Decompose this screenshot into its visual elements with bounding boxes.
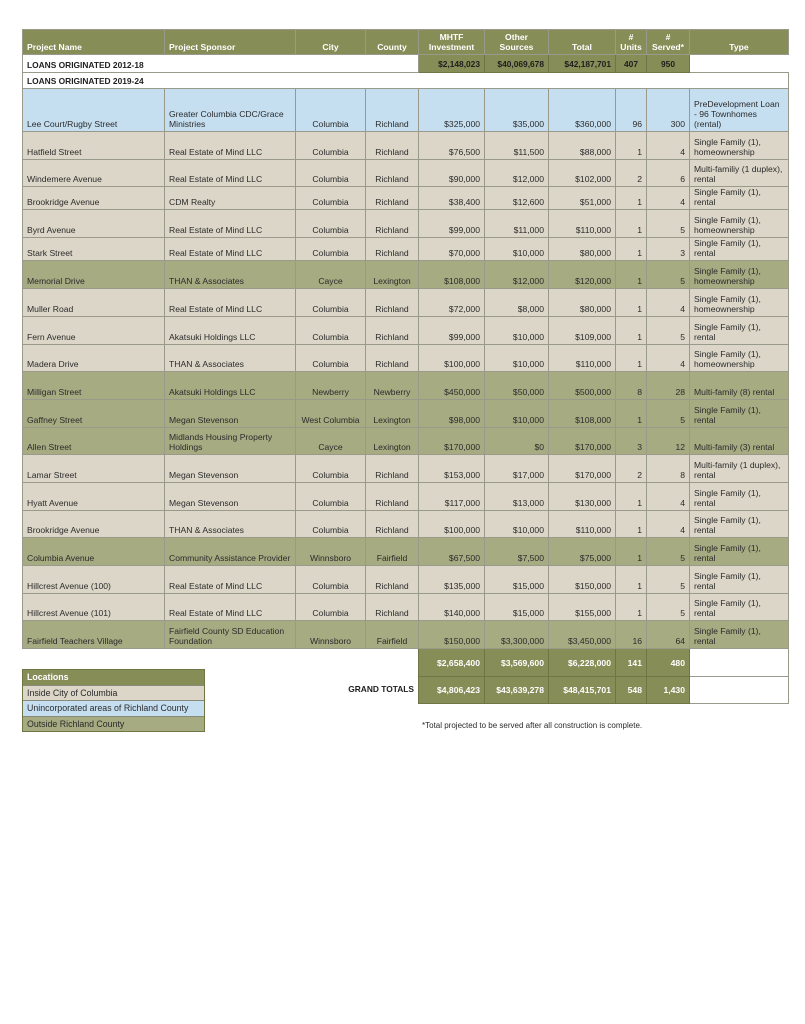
- cell-type: Single Family (1), homeownership: [690, 132, 789, 160]
- cell-project-sponsor: Real Estate of Mind LLC: [165, 210, 296, 238]
- cell-county: Fairfield: [366, 538, 419, 566]
- cell-city: Columbia: [296, 89, 366, 132]
- table-row: [23, 483, 789, 511]
- cell-project-name: Lee Court/Rugby Street: [23, 89, 165, 132]
- cell-served: 5: [647, 566, 690, 594]
- section-2012-label: LOANS ORIGINATED 2012-18: [23, 55, 419, 73]
- cell-type: Single Family (1), rental: [690, 511, 789, 538]
- cell-total: $120,000: [549, 261, 616, 289]
- cell-units: 1: [616, 317, 647, 345]
- section-2012-row: [23, 55, 789, 73]
- cell-project-name: Muller Road: [23, 289, 165, 317]
- cell-served: 6: [647, 160, 690, 187]
- grand-total-units: 548: [616, 677, 647, 704]
- cell-other: $12,600: [485, 187, 549, 210]
- cell-city: Cayce: [296, 428, 366, 455]
- cell-type: Single Family (1), homeownership: [690, 289, 789, 317]
- cell-other: $8,000: [485, 289, 549, 317]
- legend-item-richland: Unincorporated areas of Richland County: [23, 700, 204, 716]
- cell-total: $80,000: [549, 238, 616, 261]
- cell-type: Single Family (1), rental: [690, 317, 789, 345]
- cell-type: Single Family (1), rental: [690, 238, 789, 261]
- cell-project-sponsor: Community Assistance Provider: [165, 538, 296, 566]
- cell-city: Columbia: [296, 210, 366, 238]
- cell-city: Columbia: [296, 566, 366, 594]
- cell-project-sponsor: Real Estate of Mind LLC: [165, 566, 296, 594]
- cell-project-name: Hillcrest Avenue (100): [23, 566, 165, 594]
- cell-served: 5: [647, 400, 690, 428]
- cell-type: Single Family (1), rental: [690, 483, 789, 511]
- legend-title: Locations: [23, 670, 204, 685]
- col-project-name: Project Name: [23, 30, 165, 55]
- cell-county: Richland: [366, 132, 419, 160]
- cell-served: 5: [647, 317, 690, 345]
- subtotal-2019-units: 141: [616, 649, 647, 677]
- cell-project-sponsor: CDM Realty: [165, 187, 296, 210]
- cell-county: Richland: [366, 238, 419, 261]
- cell-mhtf: $38,400: [419, 187, 485, 210]
- subtotal-2019-total: $6,228,000: [549, 649, 616, 677]
- grand-totals-label: GRAND TOTALS: [296, 677, 419, 704]
- cell-other: $10,000: [485, 238, 549, 261]
- col-served: # Served*: [647, 30, 690, 55]
- cell-units: 1: [616, 345, 647, 372]
- cell-type: Single Family (1), rental: [690, 400, 789, 428]
- cell-project-sponsor: Fairfield County SD Education Foundation: [165, 621, 296, 649]
- cell-type: Multi-family (3) rental: [690, 428, 789, 455]
- table-row: [23, 261, 789, 289]
- cell-county: Newberry: [366, 372, 419, 400]
- cell-served: 12: [647, 428, 690, 455]
- cell-total: $110,000: [549, 511, 616, 538]
- col-project-sponsor: Project Sponsor: [165, 30, 296, 55]
- cell-project-sponsor: Real Estate of Mind LLC: [165, 160, 296, 187]
- table-row: [23, 428, 789, 455]
- grand-total-total: $48,415,701: [549, 677, 616, 704]
- cell-city: West Columbia: [296, 400, 366, 428]
- col-other-sources: Other Sources: [485, 30, 549, 55]
- cell-project-name: Columbia Avenue: [23, 538, 165, 566]
- cell-type: Multi-familiy (1 duplex), rental: [690, 160, 789, 187]
- cell-project-name: Madera Drive: [23, 345, 165, 372]
- cell-project-name: Windemere Avenue: [23, 160, 165, 187]
- cell-served: 5: [647, 594, 690, 621]
- section-2012-mhtf: $2,148,023: [419, 55, 485, 73]
- cell-served: 64: [647, 621, 690, 649]
- cell-other: $0: [485, 428, 549, 455]
- grand-total-served: 1,430: [647, 677, 690, 704]
- cell-units: 1: [616, 187, 647, 210]
- cell-total: $170,000: [549, 455, 616, 483]
- cell-mhtf: $325,000: [419, 89, 485, 132]
- cell-other: $12,000: [485, 160, 549, 187]
- cell-project-sponsor: Akatsuki Holdings LLC: [165, 372, 296, 400]
- cell-county: Richland: [366, 317, 419, 345]
- cell-total: $155,000: [549, 594, 616, 621]
- cell-units: 1: [616, 289, 647, 317]
- cell-units: 2: [616, 160, 647, 187]
- cell-county: Fairfield: [366, 621, 419, 649]
- cell-county: Lexington: [366, 400, 419, 428]
- cell-project-name: Brookridge Avenue: [23, 187, 165, 210]
- table-row: [23, 160, 789, 187]
- cell-units: 1: [616, 538, 647, 566]
- cell-project-sponsor: Real Estate of Mind LLC: [165, 132, 296, 160]
- cell-project-sponsor: Megan Stevenson: [165, 455, 296, 483]
- cell-units: 1: [616, 132, 647, 160]
- cell-project-name: Hyatt Avenue: [23, 483, 165, 511]
- cell-county: Richland: [366, 160, 419, 187]
- grand-total-other: $43,639,278: [485, 677, 549, 704]
- cell-type: Single Family (1), rental: [690, 566, 789, 594]
- table-row: [23, 238, 789, 261]
- col-units: # Units: [616, 30, 647, 55]
- cell-units: 96: [616, 89, 647, 132]
- cell-served: 3: [647, 238, 690, 261]
- cell-total: $500,000: [549, 372, 616, 400]
- cell-total: $75,000: [549, 538, 616, 566]
- cell-project-sponsor: Megan Stevenson: [165, 400, 296, 428]
- cell-city: Cayce: [296, 261, 366, 289]
- cell-served: 4: [647, 132, 690, 160]
- cell-total: $88,000: [549, 132, 616, 160]
- cell-mhtf: $153,000: [419, 455, 485, 483]
- table-row: [23, 345, 789, 372]
- cell-project-sponsor: Real Estate of Mind LLC: [165, 289, 296, 317]
- cell-type: Single Family (1), rental: [690, 187, 789, 210]
- table-row: [23, 594, 789, 621]
- subtotal-2019-other: $3,569,600: [485, 649, 549, 677]
- cell-other: $15,000: [485, 594, 549, 621]
- cell-other: $15,000: [485, 566, 549, 594]
- cell-type: Multi-family (1 duplex), rental: [690, 455, 789, 483]
- cell-mhtf: $67,500: [419, 538, 485, 566]
- cell-project-name: Fairfield Teachers Village: [23, 621, 165, 649]
- cell-type: PreDevelopment Loan - 96 Townhomes (rental): [690, 89, 789, 132]
- cell-mhtf: $99,000: [419, 210, 485, 238]
- cell-total: $109,000: [549, 317, 616, 345]
- cell-county: Lexington: [366, 428, 419, 455]
- cell-project-name: Milligan Street: [23, 372, 165, 400]
- cell-city: Columbia: [296, 317, 366, 345]
- cell-served: 5: [647, 538, 690, 566]
- cell-mhtf: $72,000: [419, 289, 485, 317]
- cell-project-name: Stark Street: [23, 238, 165, 261]
- cell-mhtf: $117,000: [419, 483, 485, 511]
- table-row: [23, 132, 789, 160]
- cell-total: $102,000: [549, 160, 616, 187]
- subtotal-2019-mhtf: $2,658,400: [419, 649, 485, 677]
- cell-city: Newberry: [296, 372, 366, 400]
- cell-project-sponsor: Akatsuki Holdings LLC: [165, 317, 296, 345]
- cell-city: Columbia: [296, 187, 366, 210]
- cell-city: Columbia: [296, 511, 366, 538]
- cell-served: 4: [647, 511, 690, 538]
- cell-served: 4: [647, 345, 690, 372]
- cell-units: 1: [616, 483, 647, 511]
- table-row: [23, 210, 789, 238]
- cell-mhtf: $170,000: [419, 428, 485, 455]
- cell-project-name: Hatfield Street: [23, 132, 165, 160]
- cell-county: Richland: [366, 89, 419, 132]
- cell-county: Richland: [366, 210, 419, 238]
- cell-mhtf: $135,000: [419, 566, 485, 594]
- col-city: City: [296, 30, 366, 55]
- table-row: [23, 372, 789, 400]
- table-row: [23, 566, 789, 594]
- cell-total: $110,000: [549, 345, 616, 372]
- cell-units: 8: [616, 372, 647, 400]
- cell-total: $110,000: [549, 210, 616, 238]
- cell-served: 8: [647, 455, 690, 483]
- col-county: County: [366, 30, 419, 55]
- loans-table: [22, 29, 789, 704]
- cell-total: $3,450,000: [549, 621, 616, 649]
- table-row: [23, 511, 789, 538]
- cell-project-name: Gaffney Street: [23, 400, 165, 428]
- cell-other: $7,500: [485, 538, 549, 566]
- cell-county: Richland: [366, 511, 419, 538]
- cell-units: 16: [616, 621, 647, 649]
- cell-mhtf: $70,000: [419, 238, 485, 261]
- col-mhtf-investment: MHTF Investment: [419, 30, 485, 55]
- cell-served: 5: [647, 210, 690, 238]
- cell-units: 1: [616, 210, 647, 238]
- cell-other: $50,000: [485, 372, 549, 400]
- cell-project-name: Memorial Drive: [23, 261, 165, 289]
- cell-mhtf: $100,000: [419, 511, 485, 538]
- cell-units: 1: [616, 400, 647, 428]
- cell-other: $10,000: [485, 345, 549, 372]
- cell-city: Columbia: [296, 594, 366, 621]
- table-row: [23, 187, 789, 210]
- cell-mhtf: $98,000: [419, 400, 485, 428]
- cell-county: Richland: [366, 289, 419, 317]
- cell-type: Single Family (1), homeownership: [690, 261, 789, 289]
- cell-project-sponsor: THAN & Associates: [165, 511, 296, 538]
- cell-city: Winnsboro: [296, 621, 366, 649]
- cell-other: $11,000: [485, 210, 549, 238]
- cell-project-sponsor: Real Estate of Mind LLC: [165, 238, 296, 261]
- cell-served: 4: [647, 483, 690, 511]
- cell-mhtf: $76,500: [419, 132, 485, 160]
- cell-mhtf: $100,000: [419, 345, 485, 372]
- cell-project-sponsor: Midlands Housing Property Holdings: [165, 428, 296, 455]
- cell-other: $3,300,000: [485, 621, 549, 649]
- cell-served: 4: [647, 187, 690, 210]
- cell-total: $170,000: [549, 428, 616, 455]
- cell-units: 3: [616, 428, 647, 455]
- cell-city: Columbia: [296, 345, 366, 372]
- cell-project-sponsor: THAN & Associates: [165, 261, 296, 289]
- cell-county: Richland: [366, 594, 419, 621]
- cell-county: Richland: [366, 345, 419, 372]
- cell-mhtf: $150,000: [419, 621, 485, 649]
- cell-city: Columbia: [296, 132, 366, 160]
- section-2012-total: $42,187,701: [549, 55, 616, 73]
- col-type: Type: [690, 30, 789, 55]
- table-row: [23, 89, 789, 132]
- section-2012-units: 407: [616, 55, 647, 73]
- section-2019-row: [23, 73, 789, 89]
- cell-mhtf: $450,000: [419, 372, 485, 400]
- cell-project-sponsor: Megan Stevenson: [165, 483, 296, 511]
- table-row: [23, 317, 789, 345]
- cell-total: $130,000: [549, 483, 616, 511]
- cell-served: 4: [647, 289, 690, 317]
- cell-type: Single Family (1), rental: [690, 621, 789, 649]
- cell-units: 1: [616, 566, 647, 594]
- grand-total-mhtf: $4,806,423: [419, 677, 485, 704]
- legend-item-city: Inside City of Columbia: [23, 685, 204, 701]
- cell-other: $11,500: [485, 132, 549, 160]
- cell-project-name: Fern Avenue: [23, 317, 165, 345]
- cell-total: $51,000: [549, 187, 616, 210]
- cell-project-name: Hillcrest Avenue (101): [23, 594, 165, 621]
- cell-other: $10,000: [485, 317, 549, 345]
- cell-other: $10,000: [485, 511, 549, 538]
- cell-other: $13,000: [485, 483, 549, 511]
- cell-city: Columbia: [296, 289, 366, 317]
- locations-legend: [22, 669, 205, 732]
- cell-units: 1: [616, 261, 647, 289]
- cell-other: $35,000: [485, 89, 549, 132]
- cell-served: 5: [647, 261, 690, 289]
- cell-project-name: Lamar Street: [23, 455, 165, 483]
- cell-total: $150,000: [549, 566, 616, 594]
- legend-item-outside: Outside Richland County: [23, 716, 204, 732]
- table-row: [23, 621, 789, 649]
- cell-total: $360,000: [549, 89, 616, 132]
- cell-units: 1: [616, 238, 647, 261]
- table-row: [23, 400, 789, 428]
- cell-other: $10,000: [485, 400, 549, 428]
- cell-city: Columbia: [296, 455, 366, 483]
- subtotal-2019-served: 480: [647, 649, 690, 677]
- cell-county: Lexington: [366, 261, 419, 289]
- section-2012-other: $40,069,678: [485, 55, 549, 73]
- cell-county: Richland: [366, 566, 419, 594]
- header-row: [23, 30, 789, 55]
- cell-total: $80,000: [549, 289, 616, 317]
- cell-units: 1: [616, 511, 647, 538]
- cell-county: Richland: [366, 187, 419, 210]
- cell-other: $17,000: [485, 455, 549, 483]
- cell-served: 28: [647, 372, 690, 400]
- cell-type: Single Family (1), rental: [690, 538, 789, 566]
- cell-mhtf: $99,000: [419, 317, 485, 345]
- cell-project-sponsor: Greater Columbia CDC/Grace Ministries: [165, 89, 296, 132]
- col-total: Total: [549, 30, 616, 55]
- cell-units: 1: [616, 594, 647, 621]
- cell-type: Single Family (1), homeownership: [690, 345, 789, 372]
- table-row: [23, 289, 789, 317]
- cell-type: Single Family (1), rental: [690, 594, 789, 621]
- cell-total: $108,000: [549, 400, 616, 428]
- cell-project-name: Brookridge Avenue: [23, 511, 165, 538]
- cell-type: Single Family (1), homeownership: [690, 210, 789, 238]
- cell-type: Multi-family (8) rental: [690, 372, 789, 400]
- cell-units: 2: [616, 455, 647, 483]
- cell-mhtf: $90,000: [419, 160, 485, 187]
- cell-city: Columbia: [296, 238, 366, 261]
- cell-county: Richland: [366, 455, 419, 483]
- cell-mhtf: $108,000: [419, 261, 485, 289]
- cell-city: Columbia: [296, 483, 366, 511]
- cell-county: Richland: [366, 483, 419, 511]
- cell-project-sponsor: THAN & Associates: [165, 345, 296, 372]
- table-row: [23, 455, 789, 483]
- cell-project-name: Allen Street: [23, 428, 165, 455]
- cell-other: $12,000: [485, 261, 549, 289]
- section-2019-label: LOANS ORIGINATED 2019-24: [23, 73, 789, 89]
- cell-city: Columbia: [296, 160, 366, 187]
- cell-served: 300: [647, 89, 690, 132]
- cell-mhtf: $140,000: [419, 594, 485, 621]
- cell-project-sponsor: Real Estate of Mind LLC: [165, 594, 296, 621]
- cell-project-name: Byrd Avenue: [23, 210, 165, 238]
- section-2012-served: 950: [647, 55, 690, 73]
- cell-city: Winnsboro: [296, 538, 366, 566]
- table-row: [23, 538, 789, 566]
- footnote: *Total projected to be served after all construction is complete.: [422, 721, 643, 730]
